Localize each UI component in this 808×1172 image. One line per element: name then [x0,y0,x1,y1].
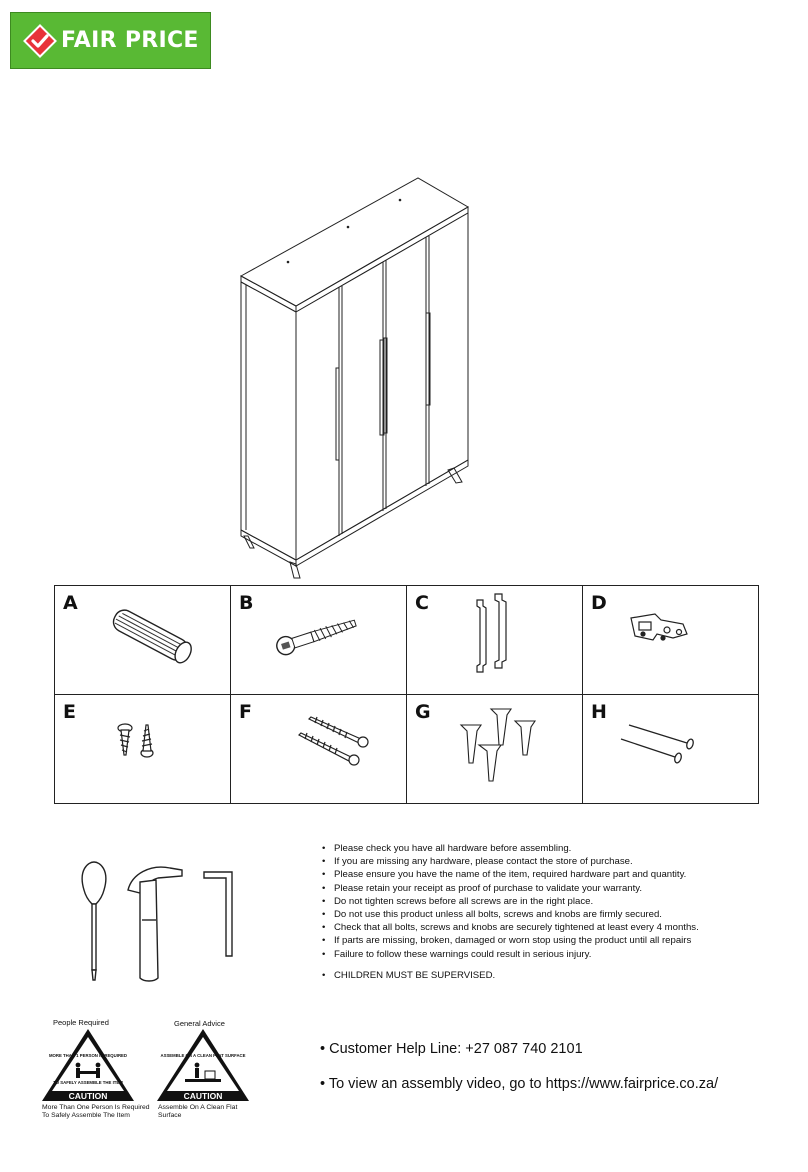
general-advice-caution-icon [155,1027,251,1103]
part-cell-c [407,586,583,695]
instruction-item: • If parts are missing, broken, damaged or worn stop using the product until all repairs [322,934,782,947]
part-label: A [63,592,78,614]
part-label: B [239,592,254,614]
instruction-item: • Failure to follow these warnings could result in serious injury. [322,948,782,961]
part-label: G [415,701,431,723]
instructions-group [322,842,782,895]
general-sign-inner-text: ASSEMBLE ON A CLEAN FLAT SURFACE [160,1053,246,1058]
people-required-caution-icon [40,1027,136,1103]
instructions [322,842,782,982]
allen-key-icon [204,872,232,956]
general-sign-caption [158,1104,237,1120]
hinge-icon [583,586,758,694]
instruction-item: • CHILDREN MUST BE SUPERVISED. [322,969,782,982]
instructions-group [322,948,782,961]
instruction-item: • Please check you have all hardware before assembling. [322,842,782,855]
checkmark-diamond-icon [23,24,57,58]
caution-label: CAUTION [68,1091,108,1101]
caption-line: More Than One Person Is Required [42,1104,150,1111]
part-label: E [63,701,76,723]
instructions-group [322,895,782,935]
people-sign-inner-text-2: TO SAFELY ASSEMBLE THE ITEM [53,1080,123,1085]
legs-icon [407,695,582,803]
assembly-video-link[interactable]: • To view an assembly video, go to https://www.fairprice.co.za/ [320,1076,719,1092]
instruction-item: • Please retain your receipt as proof of purchase to validate your warranty. [322,882,782,895]
parts-table [54,585,759,804]
part-label: C [415,592,429,614]
caption-line: To Safely Assemble The Item [42,1112,130,1119]
instructions-group [322,969,782,982]
brand-name: FAIR PRICE [61,28,199,53]
people-sign-caption [42,1104,150,1120]
general-sign-title: General Advice [174,1019,225,1028]
long-screws-icon [231,695,406,803]
caption-line: Surface [158,1112,182,1119]
instruction-item: • If you are missing any hardware, please contact the store of purchase. [322,855,782,868]
handle-icon [407,586,582,694]
part-cell-b [231,586,407,695]
people-sign-inner-text: MORE THAN 1 PERSON IS REQUIRED [48,1053,128,1058]
instructions-group [322,934,782,947]
brand-logo [10,12,211,69]
part-cell-d [583,586,759,695]
caution-label: CAUTION [183,1091,223,1101]
instruction-item: • Check that all bolts, screws and knobs are securely tightened at least every 4 months. [322,921,782,934]
part-cell-h [583,695,759,804]
people-sign-title: People Required [53,1018,109,1027]
part-cell-g [407,695,583,804]
part-cell-a [55,586,231,695]
part-label: D [591,592,607,614]
customer-helpline: • Customer Help Line: +27 087 740 2101 [320,1041,583,1057]
caption-line: Assemble On A Clean Flat [158,1104,238,1111]
tools-illustration [70,860,250,985]
short-screws-icon [55,695,230,803]
connector-bolt-icon [231,586,406,694]
screwdriver-icon [82,862,106,904]
dowel-icon [55,586,230,694]
part-label: F [239,701,252,723]
instruction-item: • Do not use this product unless all bolts, screws and knobs are firmly secured. [322,908,782,921]
wardrobe-illustration [230,170,490,585]
instruction-item: • Do not tighten screws before all screws are in the right place. [322,895,782,908]
part-cell-e [55,695,231,804]
part-cell-f [231,695,407,804]
instruction-item: • Please ensure you have the name of the item, required hardware part and quantity. [322,868,782,881]
nails-icon [583,695,758,803]
part-label: H [591,701,607,723]
